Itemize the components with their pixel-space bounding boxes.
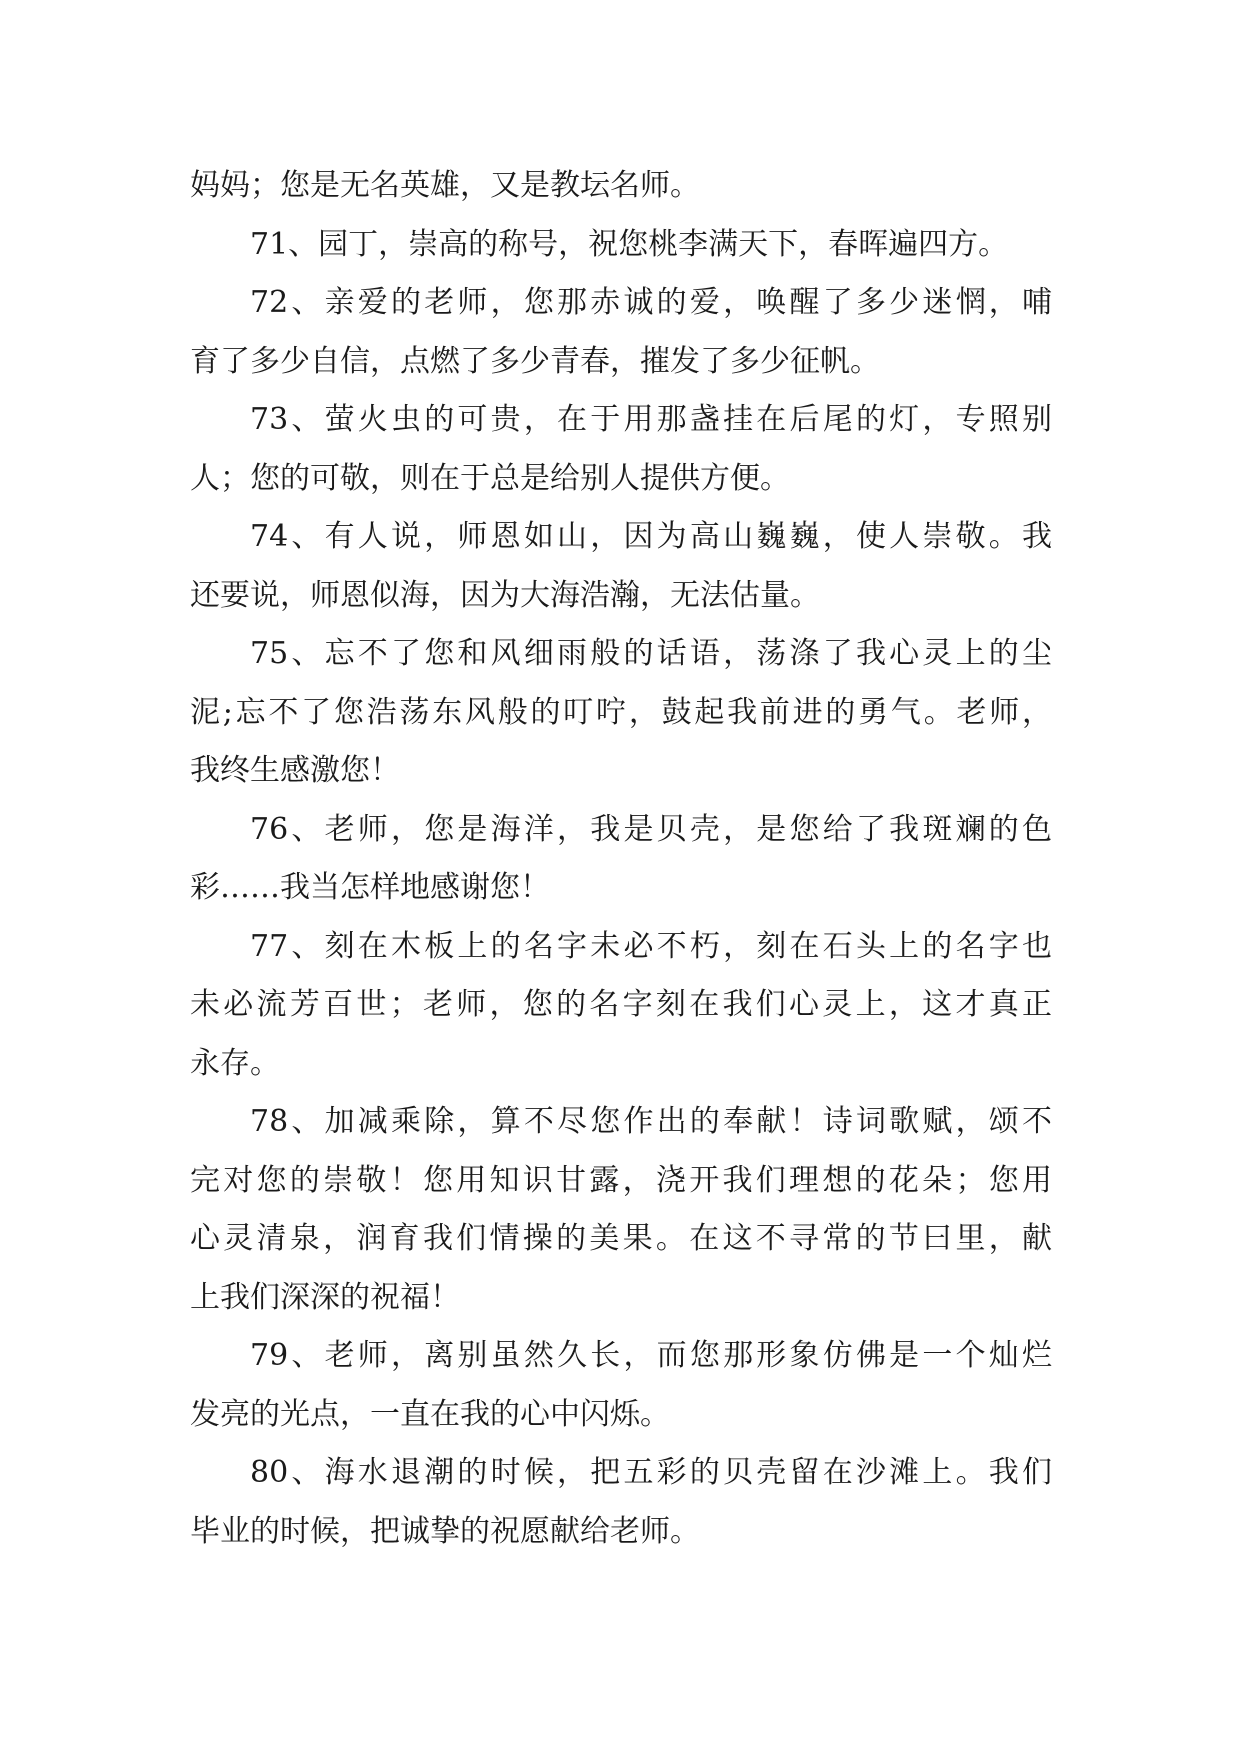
- text-line: 泥;忘不了您浩荡东风般的叮咛，鼓起我前进的勇气。老师，: [190, 694, 1052, 730]
- text-line: 毕业的时候，把诚挚的祝愿献给老师。: [190, 1513, 700, 1549]
- text-line: 75、忘不了您和风细雨般的话语，荡涤了我心灵上的尘: [250, 636, 1052, 671]
- text-line: 未必流芳百世；老师，您的名字刻在我们心灵上，这才真正: [190, 987, 1052, 1022]
- paragraph: [190, 508, 1052, 625]
- text-line: 77、刻在木板上的名字未必不朽，刻在石头上的名字也: [250, 928, 1052, 964]
- text-line: 完对您的崇敬！您用知识甘露，浇开我们理想的花朵；您用: [190, 1162, 1052, 1198]
- text-line: 我终生感激您！: [190, 753, 400, 788]
- text-line: 73、萤火虫的可贵，在于用那盏挂在后尾的灯，专照别: [250, 402, 1052, 437]
- text-line: 彩……我当怎样地感谢您！: [190, 870, 550, 905]
- text-line: 妈妈；您是无名英雄，又是教坛名师。: [190, 168, 700, 203]
- document-body: [190, 157, 1052, 1561]
- text-line: 育了多少自信，点燃了多少青春，摧发了多少征帆。: [190, 343, 880, 379]
- text-line: 还要说，师恩似海，因为大海浩瀚，无法估量。: [190, 577, 820, 613]
- paragraph: [190, 157, 1052, 216]
- text-line: 永存。: [190, 1045, 280, 1081]
- text-line: 76、老师，您是海洋，我是贝壳，是您给了我斑斓的色: [250, 811, 1052, 847]
- text-line: 80、海水退潮的时候，把五彩的贝壳留在沙滩上。我们: [250, 1455, 1052, 1490]
- text-line: 72、亲爱的老师，您那赤诚的爱，唤醒了多少迷惘，哺: [250, 285, 1052, 320]
- paragraph: [190, 1093, 1052, 1327]
- paragraph: [190, 216, 1052, 275]
- paragraph: [190, 625, 1052, 801]
- text-line: 上我们深深的祝福！: [190, 1279, 460, 1315]
- paragraph: [190, 1444, 1052, 1561]
- paragraph: [190, 391, 1052, 508]
- paragraph: [190, 274, 1052, 391]
- text-line: 心灵清泉，润育我们情操的美果。在这不寻常的节曰里，献: [190, 1221, 1052, 1256]
- paragraph: [190, 1327, 1052, 1444]
- text-line: 人；您的可敬，则在于总是给别人提供方便。: [190, 460, 790, 496]
- text-line: 71、园丁，崇高的称号，祝您桃李满天下，春晖遍四方。: [250, 226, 1009, 262]
- text-line: 79、老师，离别虽然久长，而您那形象仿佛是一个灿烂: [250, 1338, 1052, 1373]
- paragraph: [190, 801, 1052, 918]
- text-line: 74、有人说，师恩如山，因为高山巍巍，使人崇敬。我: [250, 519, 1052, 554]
- text-line: 发亮的光点，一直在我的心中闪烁。: [190, 1396, 670, 1432]
- text-line: 78、加减乘除，算不尽您作出的奉献！诗词歌赋，颂不: [250, 1104, 1052, 1139]
- paragraph: [190, 918, 1052, 1094]
